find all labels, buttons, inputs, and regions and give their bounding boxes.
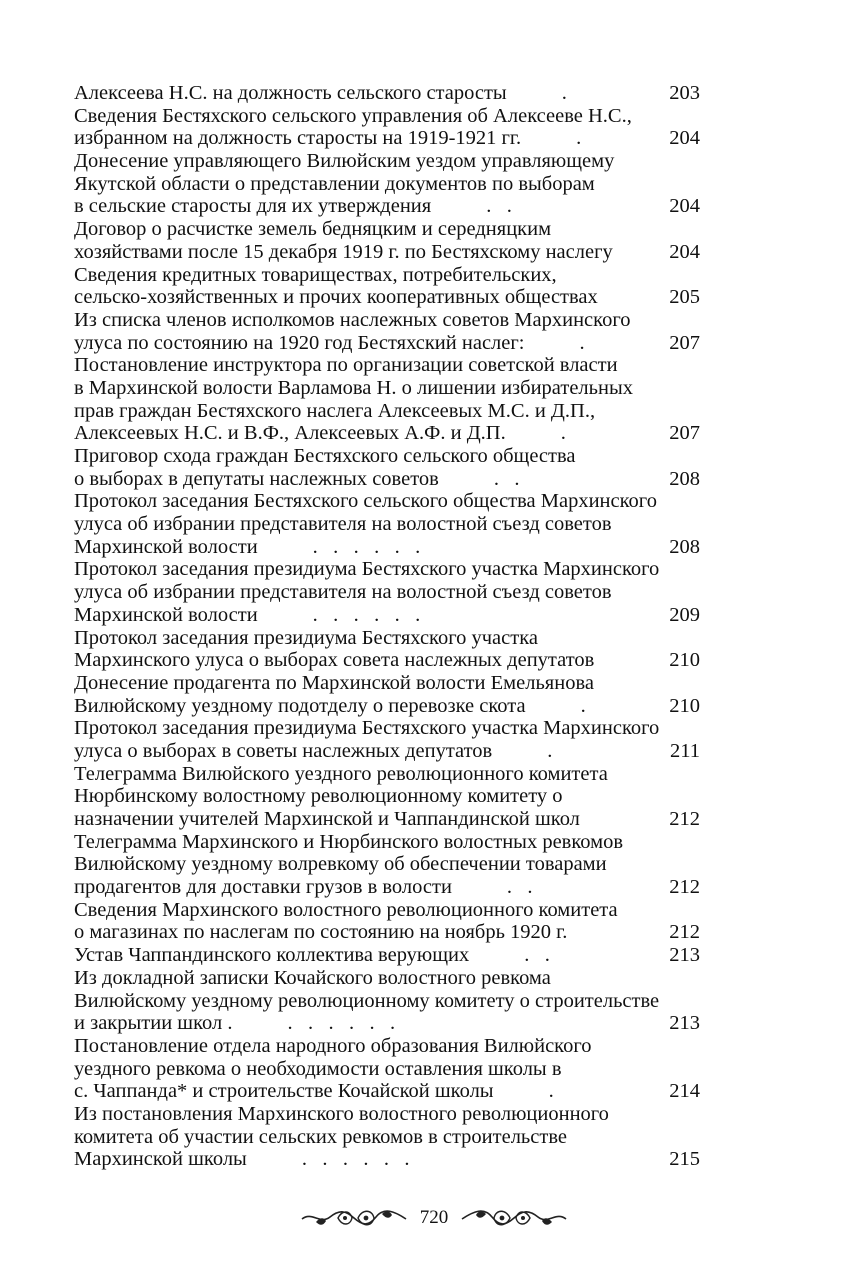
- toc-page-number: 209: [669, 603, 700, 626]
- toc-entry-line: [74, 1058, 714, 1081]
- toc-entry-text: Мархинского улуса о выборах совета наслежных депутатов: [74, 649, 595, 672]
- toc-entry-text: прав граждан Бестяхского наслега Алексеевых М.С. и Д.П.,: [74, 399, 596, 422]
- toc-entry-line: [74, 785, 714, 808]
- leader-dots: . .: [493, 467, 520, 490]
- toc-entry-text: улуса по состоянию на 1920 год Бестяхский наслег:: [74, 331, 525, 354]
- toc-entry-text: Постановление отдела народного образования Вилюйского: [74, 1034, 592, 1057]
- scroll-ornament-icon: [458, 1205, 570, 1231]
- toc-entry-text: о магазинах по наслегам по состоянию на ноябрь 1920 г.: [74, 921, 568, 944]
- toc-page-number: 207: [669, 331, 700, 354]
- toc-entry-text: Мархинской волости: [74, 535, 258, 558]
- toc-entry-line: [74, 173, 714, 196]
- toc-entry: [74, 1035, 714, 1103]
- toc-entry-line: [74, 1148, 714, 1171]
- toc-entry-line: [74, 445, 714, 468]
- toc-entry-line: [74, 990, 714, 1013]
- toc-page-number: 213: [669, 944, 700, 967]
- toc-entry-text: Мархинской волости: [74, 603, 258, 626]
- toc-page-number: 212: [669, 808, 700, 830]
- toc-entry-text: продагентов для доставки грузов в волости: [74, 876, 452, 899]
- toc-entry: [74, 264, 714, 309]
- toc-entry-text: Постановление инструктора по организации советской власти: [74, 354, 618, 377]
- toc-entry: [74, 218, 714, 263]
- leader-dots: . . . . . .: [312, 603, 421, 626]
- toc-entry-line: [74, 558, 714, 581]
- toc-entry-text: Устав Чаппандинского коллектива верующих: [74, 944, 470, 967]
- toc-entry-line: [74, 354, 714, 377]
- leader-dots: .: [560, 422, 566, 445]
- toc-entry-line: [74, 241, 714, 264]
- toc-entry-line: [74, 921, 714, 944]
- toc-entry-line: [74, 490, 714, 513]
- toc-entry: [74, 309, 714, 354]
- toc-entry: [74, 831, 714, 899]
- toc-entry-line: [74, 400, 714, 423]
- toc-entry-line: [74, 876, 714, 899]
- toc-page-number: 208: [669, 467, 700, 490]
- toc-entry-text: Мархинской школы: [74, 1148, 247, 1171]
- toc-entry-line: [74, 808, 714, 831]
- toc-entry-line: [74, 649, 714, 672]
- toc-entry-line: [74, 899, 714, 922]
- toc-entry-line: [74, 672, 714, 695]
- toc-entry-line: [74, 82, 714, 105]
- toc-entry-text: Сведения кредитных товариществах, потребительских,: [74, 263, 557, 286]
- toc-page-number: 215: [669, 1148, 700, 1171]
- toc-entry-line: [74, 468, 714, 491]
- toc-entry-line: [74, 1126, 714, 1149]
- toc-entry-line: [74, 309, 714, 332]
- toc-entry-text: в сельские старосты для их утверждения: [74, 195, 432, 218]
- toc-page-number: 212: [669, 876, 700, 899]
- toc-entry-text: Протокол заседания президиума Бестяхского участка Мархинского: [74, 558, 660, 581]
- leader-dots: . . . . . .: [312, 535, 421, 558]
- toc-entry-line: [74, 1035, 714, 1058]
- toc-entry-text: улуса об избрании представителя на волостной съезд советов: [74, 513, 612, 536]
- leader-dots: . . . . . .: [301, 1148, 410, 1171]
- leader-dots: .: [580, 694, 586, 717]
- toc-entry: [74, 967, 714, 1035]
- toc-entry-line: [74, 377, 714, 400]
- toc-entry-text: Телеграмма Мархинского и Нюрбинского волостных ревкомов: [74, 830, 624, 853]
- toc-page-number: 204: [669, 195, 700, 218]
- toc-entry-text: о выборах в депутаты наслежных советов: [74, 467, 439, 490]
- toc-entry-line: [74, 127, 714, 150]
- toc-entry-line: [74, 286, 714, 309]
- toc-page-number: 207: [669, 422, 700, 445]
- toc-entry-text: и закрытии школ .: [74, 1012, 233, 1035]
- toc-entry-text: Протокол заседания президиума Бестяхского участка Мархинского: [74, 717, 660, 740]
- leader-dots: .: [561, 82, 567, 104]
- leader-dots: .: [548, 1080, 554, 1103]
- toc-entry-line: [74, 967, 714, 990]
- toc-entry-line: [74, 763, 714, 786]
- toc-entry-line: [74, 604, 714, 627]
- toc-entry: [74, 354, 714, 445]
- toc-entry-text: с. Чаппанда* и строительстве Кочайской школы: [74, 1080, 494, 1103]
- toc-entry-line: [74, 1103, 714, 1126]
- toc-entry-text: Договор о расчистке земель бедняцким и середняцким: [74, 218, 552, 241]
- page-number: 720: [419, 1207, 449, 1228]
- toc-entry-line: [74, 717, 714, 740]
- toc-page-number: 203: [669, 82, 700, 104]
- toc-entry-line: [74, 831, 714, 854]
- leader-dots: . .: [506, 876, 533, 899]
- toc-entry: [74, 445, 714, 490]
- leader-dots: . .: [524, 944, 550, 967]
- toc-entry-text: Из списка членов исполкомов наслежных советов Мархинского: [74, 308, 631, 331]
- toc-entry-text: Донесение управляющего Вилюйским уездом управляющему: [74, 150, 615, 173]
- toc-entry-text: Из докладной записки Кочайского волостного ревкома: [74, 966, 551, 989]
- toc-page-number: 204: [669, 240, 700, 263]
- scroll-ornament-icon: [298, 1205, 410, 1231]
- toc-entry: [74, 763, 714, 831]
- toc-entry-text: Приговор схода граждан Бестяхского сельского общества: [74, 445, 576, 467]
- toc-entry-text: Из постановления Мархинского волостного революционного: [74, 1102, 609, 1125]
- toc-entry: [74, 150, 714, 218]
- toc-entry-line: [74, 740, 714, 763]
- toc-entry: [74, 899, 714, 944]
- toc-entry-text: в Мархинской волости Варламова Н. о лишении избирательных: [74, 376, 634, 399]
- toc-entry-text: избранном на должность старосты на 1919-1921 гг.: [74, 127, 522, 150]
- toc-entry-line: [74, 627, 714, 650]
- toc-entry-text: Телеграмма Вилюйского уездного революционного комитета: [74, 762, 608, 785]
- toc-page-number: 204: [669, 127, 700, 150]
- leader-dots: .: [547, 739, 553, 762]
- toc-entry-line: [74, 150, 714, 173]
- toc-entry-text: уездного ревкома о необходимости оставления школы в: [74, 1057, 562, 1080]
- toc-entry: [74, 558, 714, 626]
- toc-entry-text: Алексеева Н.С. на должность сельского старосты: [74, 82, 507, 104]
- toc-entry-text: Нюрбинскому волостному революционному комитету о: [74, 785, 563, 808]
- toc-page-number: 208: [669, 535, 700, 558]
- toc-entry: [74, 82, 714, 105]
- table-of-contents: [74, 82, 714, 1171]
- toc-page-number: 210: [669, 694, 700, 717]
- toc-entry-text: улуса о выборах в советы наслежных депутатов: [74, 739, 493, 762]
- toc-entry-line: [74, 105, 714, 128]
- toc-entry: [74, 672, 714, 717]
- toc-page-number: 211: [670, 739, 700, 762]
- toc-page-number: 205: [669, 286, 700, 309]
- toc-entry-line: [74, 853, 714, 876]
- toc-entry-line: [74, 536, 714, 559]
- leader-dots: . . . . . .: [287, 1012, 396, 1035]
- toc-entry: [74, 1103, 714, 1171]
- leader-dots: .: [579, 331, 585, 354]
- toc-entry: [74, 944, 714, 967]
- toc-entry-line: [74, 1012, 714, 1035]
- toc-entry-line: [74, 332, 714, 355]
- toc-entry-text: назначении учителей Мархинской и Чаппандинской школ: [74, 808, 580, 830]
- toc-entry-text: Алексеевых Н.С. и В.Ф., Алексеевых А.Ф. и Д.П.: [74, 422, 506, 445]
- toc-page-number: 213: [669, 1012, 700, 1035]
- toc-entry-text: сельско-хозяйственных и прочих кооперативных обществах: [74, 286, 598, 309]
- toc-entry-line: [74, 944, 714, 967]
- toc-entry-line: [74, 513, 714, 536]
- leader-dots: . .: [486, 195, 512, 218]
- toc-entry-line: [74, 695, 714, 718]
- toc-entry-text: Протокол заседания президиума Бестяхского участка: [74, 626, 538, 649]
- toc-page-number: 210: [669, 649, 700, 672]
- toc-entry-line: [74, 1080, 714, 1103]
- toc-entry: [74, 105, 714, 150]
- toc-entry-line: [74, 422, 714, 445]
- toc-entry-line: [74, 264, 714, 287]
- toc-entry: [74, 490, 714, 558]
- toc-entry-text: Вилюйскому уездному революционному комитету о строительстве: [74, 989, 660, 1012]
- toc-entry-text: Сведения Мархинского волостного революционного комитета: [74, 898, 618, 921]
- toc-entry-text: Якутской области о представлении документов по выборам: [74, 172, 595, 195]
- toc-entry-text: комитета об участии сельских ревкомов в строительстве: [74, 1125, 568, 1148]
- toc-entry: [74, 627, 714, 672]
- toc-entry-text: Протокол заседания Бестяхского сельского общества Мархинского: [74, 490, 657, 513]
- toc-entry-text: Донесение продагента по Мархинской волости Емельянова: [74, 671, 594, 694]
- toc-entry-text: хозяйствами после 15 декабря 1919 г. по Бестяхскому наслегу: [74, 240, 613, 263]
- toc-entry-text: улуса об избрании представителя на волостной съезд советов: [74, 581, 612, 604]
- toc-entry-text: Вилюйскому уездному волревкому об обеспечении товарами: [74, 853, 607, 876]
- toc-entry-line: [74, 195, 714, 218]
- toc-page-number: 212: [669, 921, 700, 944]
- page-footer: [0, 1205, 868, 1231]
- leader-dots: .: [576, 127, 582, 150]
- toc-page-number: 214: [669, 1080, 700, 1103]
- toc-entry-text: Вилюйскому уездному подотделу о перевозке скота: [74, 694, 526, 717]
- toc-entry: [74, 717, 714, 762]
- toc-entry-line: [74, 581, 714, 604]
- toc-entry-line: [74, 218, 714, 241]
- toc-entry-text: Сведения Бестяхского сельского управления об Алексееве Н.С.,: [74, 104, 632, 127]
